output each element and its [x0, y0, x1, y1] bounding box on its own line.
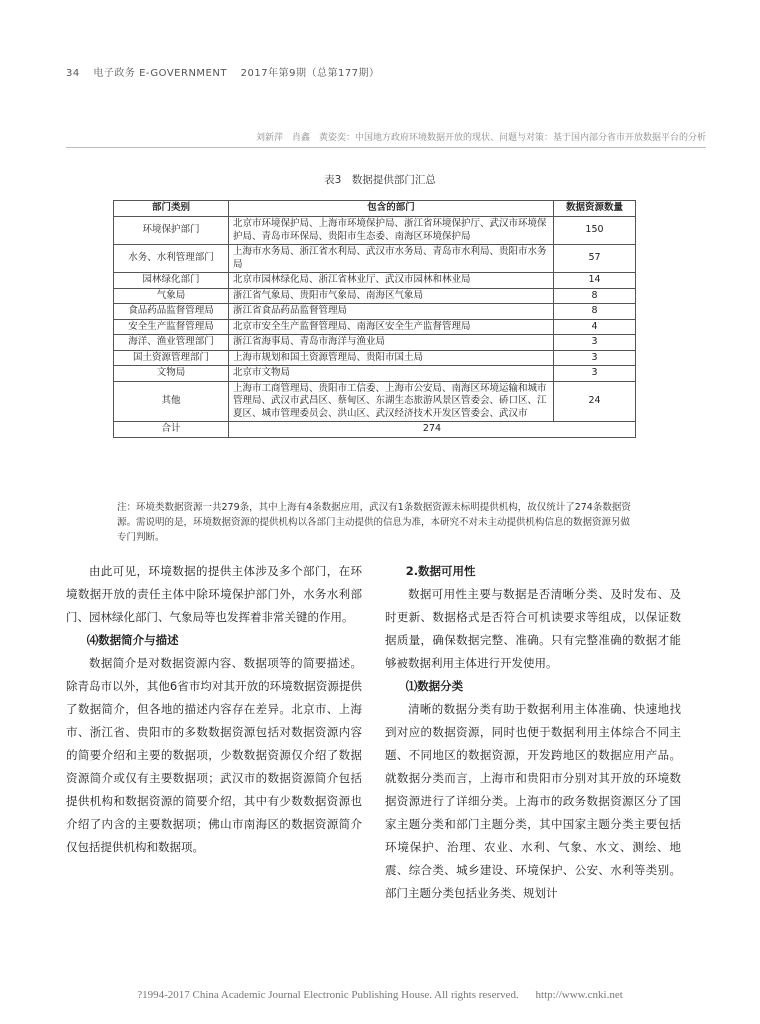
cell-count: 24: [554, 381, 636, 422]
paragraph: 数据可用性主要与数据是否清晰分类、及时发布、及时更新、数据格式是否符合可机读要求等组成，以保证数据质量，确保数据完整、准确。只有完整准确的数据才能够被数据利用主体进行开发使用。: [385, 587, 681, 670]
header-departments: 包含的部门: [229, 201, 554, 217]
issue-info: 2017年第9期（总第177期）: [240, 68, 380, 79]
copyright-footer: [0, 989, 760, 1001]
table-row: [114, 245, 636, 273]
table-header-row: [114, 201, 636, 217]
cell-category: 其他: [114, 381, 229, 422]
cell-departments: 浙江省气象局、贵阳市气象局、南海区气象局: [229, 288, 554, 304]
cell-count: 150: [554, 217, 636, 245]
table-row: [114, 366, 636, 382]
cell-departments: 北京市环境保护局、上海市环境保护局、浙江省环境保护厅、武汉市环境保护局、青岛市环保局、贵阳市生态委、南海区环境保护局: [229, 217, 554, 245]
cell-category: 安全生产监督管理局: [114, 319, 229, 335]
table-row: [114, 319, 636, 335]
cell-departments: 北京市文物局: [229, 366, 554, 382]
cell-category: 海洋、渔业管理部门: [114, 335, 229, 351]
section-heading: 2.数据可用性: [405, 564, 476, 578]
total-label: 合计: [114, 422, 229, 438]
paragraph: 清晰的数据分类有助于数据利用主体准确、快速地找到对应的数据资源，同时也便于数据利用主体综合不同主题、不同地区的数据资源，开发跨地区的数据应用产品。就数据分类而言，上海市和贵阳市分别对其开放的环境数据资源进行了详细分类。上海市的政务数据资源区分了国家主题分类和部门主题分类，其中国家主题分类主要包括环境保护、治理、农业、水利、气象、水文、测绘、地震、综合类、城乡建设、环境保护、公安、水利等类别。部门主题分类包括业务类、规划计: [385, 702, 681, 900]
table-row: [114, 335, 636, 351]
data-provider-table: [113, 200, 636, 438]
cell-departments: 上海市工商管理局、贵阳市工信委、上海市公安局、南海区环境运输和城市管理局、武汉市武昌区、蔡甸区、东湖生态旅游风景区管委会、硚口区、江夏区、城市管理委员会、洪山区、武汉经济技术开发区管委会、武汉市: [229, 381, 554, 422]
cell-departments: 北京市安全生产监督管理局、南海区安全生产监督管理局: [229, 319, 554, 335]
cell-departments: 浙江省食品药品监督管理局: [229, 304, 554, 320]
section-heading: ⑴数据分类: [405, 679, 464, 693]
paragraph: 由此可见，环境数据的提供主体涉及多个部门，在环境数据开放的责任主体中除环境保护部门外，水务水利部门、园林绿化部门、气象局等也发挥着非常关键的作用。: [66, 564, 362, 624]
cell-count: 8: [554, 304, 636, 320]
right-column: [385, 560, 681, 905]
cell-count: 3: [554, 335, 636, 351]
cell-departments: 北京市园林绿化局、浙江省林业厅、武汉市园林和林业局: [229, 273, 554, 289]
cell-count: 14: [554, 273, 636, 289]
cell-count: 8: [554, 288, 636, 304]
table-total-row: [114, 422, 636, 438]
cell-count: 3: [554, 366, 636, 382]
paragraph: 数据简介是对数据资源内容、数据项等的简要描述。除青岛市以外，其他6省市均对其开放的环境数据资源提供了数据简介，但各地的描述内容存在差异。北京市、上海市、浙江省、贵阳市的多数数据资源包括对数据资源内容的简要介绍和主要的数据项，少数数据资源仅介绍了数据资源简介或仅有主要数据项；武汉市的数据资源简介包括提供机构和数据资源的简要介绍，其中有少数数据资源也介绍了内含的主要数据项；佛山市南海区的数据资源简介仅包括提供机构和数据项。: [66, 656, 362, 854]
header-category: 部门类别: [114, 201, 229, 217]
section-heading: ⑷数据简介与描述: [86, 633, 179, 647]
header-rule: [66, 147, 706, 148]
footer-link[interactable]: http://www.cnki.net: [535, 989, 623, 1001]
table-row: [114, 217, 636, 245]
left-column: [66, 560, 362, 859]
journal-name: 电子政务 E-GOVERNMENT: [93, 68, 227, 79]
cell-category: 国土资源管理部门: [114, 350, 229, 366]
cell-category: 气象局: [114, 288, 229, 304]
copyright-text: ?1994-2017 China Academic Journal Electronic Publishing House. All rights reserved.: [137, 989, 519, 1001]
cell-count: 4: [554, 319, 636, 335]
table-row: [114, 288, 636, 304]
cell-category: 园林绿化部门: [114, 273, 229, 289]
header-count: 数据资源数量: [554, 201, 636, 217]
cell-departments: 上海市水务局、浙江省水利局、武汉市水务局、青岛市水利局、贵阳市水务局: [229, 245, 554, 273]
table-row: [114, 304, 636, 320]
cell-count: 3: [554, 350, 636, 366]
table-row: [114, 350, 636, 366]
cell-category: 食品药品监督管理局: [114, 304, 229, 320]
cell-departments: 浙江省海事局、青岛市海洋与渔业局: [229, 335, 554, 351]
cell-category: 环境保护部门: [114, 217, 229, 245]
running-header: [66, 64, 706, 79]
total-value: 274: [229, 422, 636, 438]
cell-departments: 上海市规划和国土资源管理局、贵阳市国土局: [229, 350, 554, 366]
table-row: [114, 273, 636, 289]
table-title: 表3 数据提供部门汇总: [324, 174, 436, 186]
page-number: 34: [66, 68, 80, 79]
table-row: [114, 381, 636, 422]
article-byline: 刘新萍 肖鑫 黄姿奕：中国地方政府环境数据开放的现状、问题与对策：基于国内部分省市开放数据平台的分析: [255, 133, 706, 143]
cell-category: 水务、水利管理部门: [114, 245, 229, 273]
cell-count: 57: [554, 245, 636, 273]
table-note: 注：环境类数据资源一共279条，其中上海有4条数据应用，武汉有1条数据资源未标明提供机构，故仅统计了274条数据资源。需说明的是，环境数据资源的提供机构以各部门主动提供的信息为准，本研究不对未主动提供机构信息的数据资源另做专门判断。: [117, 502, 631, 543]
cell-category: 文物局: [114, 366, 229, 382]
